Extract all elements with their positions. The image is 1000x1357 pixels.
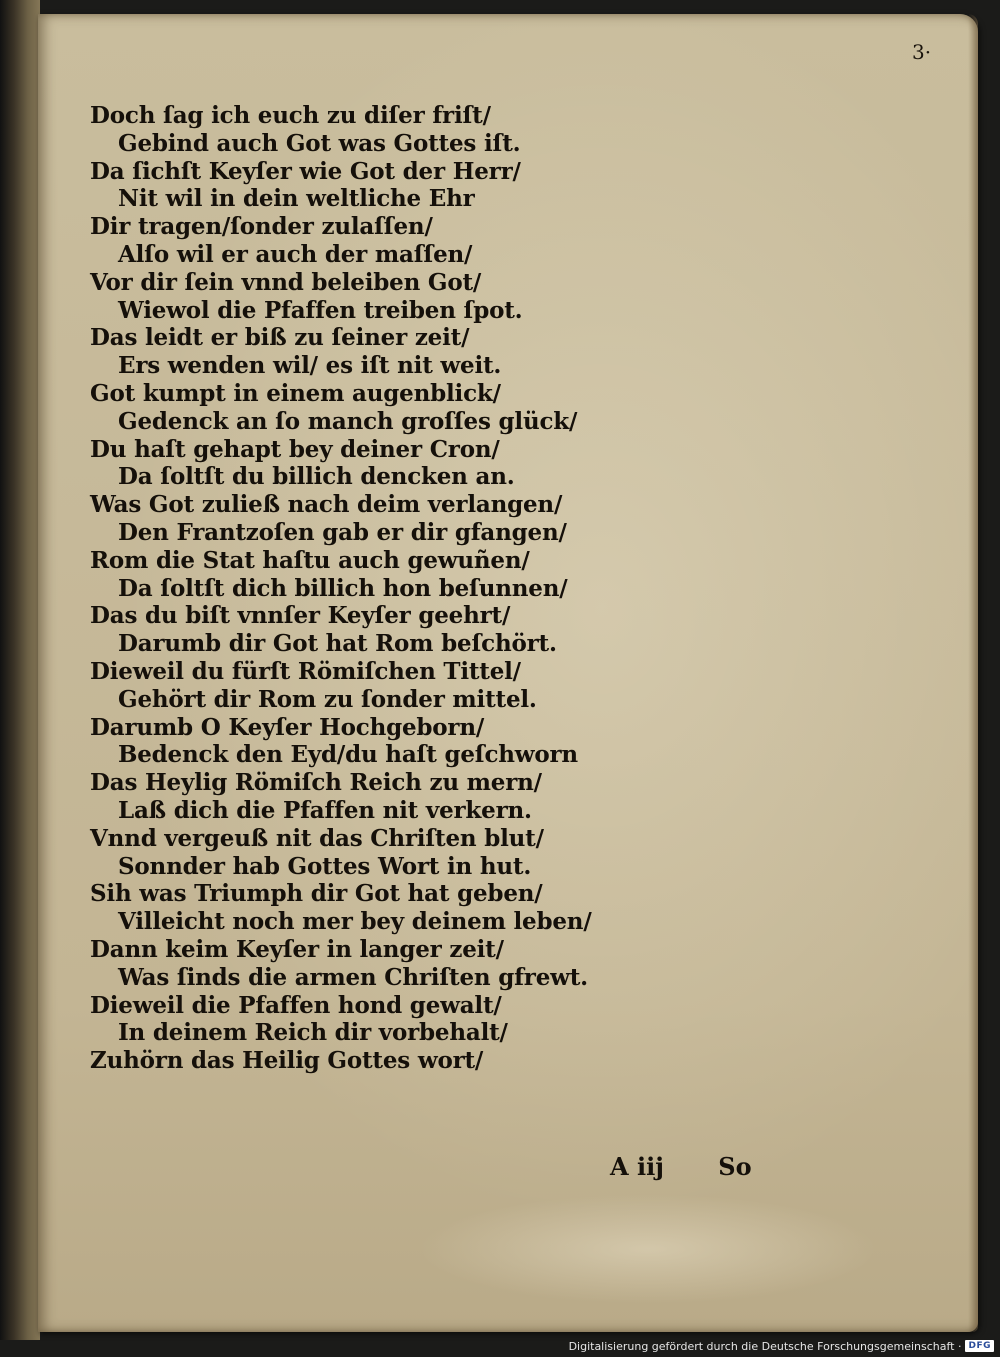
verse-line: Da ſoltſt dich billich hon beſunnen/ <box>118 574 568 602</box>
paper-stain <box>418 1194 878 1304</box>
verse-line: Got kumpt in einem augenblick/ <box>90 379 501 407</box>
verse-line: Gebind auch Got was Gottes iſt. <box>118 129 521 157</box>
verse-line: Nit wil in dein weltliche Ehr <box>118 185 475 213</box>
verse-line: Da ſoltſt du billich dencken an. <box>118 463 515 491</box>
signature-mark: A iij <box>610 1152 664 1181</box>
catchword: So <box>718 1152 752 1181</box>
verse-line: Darumb dir Got hat Rom beſchört. <box>118 630 557 658</box>
verse-line: Vnnd vergeuß nit das Chriſten blut/ <box>90 824 544 852</box>
verse-line: Was Got zuließ nach deim verlangen/ <box>90 491 563 519</box>
dfg-logo: DFG <box>965 1340 994 1352</box>
verse-line: Das leidt er biß zu ſeiner zeit/ <box>90 324 470 352</box>
verse-line: Dieweil die Pfaffen hond gewalt/ <box>90 991 502 1019</box>
verse-line: Darumb O Keyſer Hochgeborn/ <box>90 713 485 741</box>
folio-number: 3· <box>912 40 932 64</box>
verse-line: Laß dich die Pfaffen nit verkern. <box>118 796 532 824</box>
page-edge <box>968 14 978 1332</box>
verse-line: Sonnder hab Gottes Wort in hut. <box>118 852 532 880</box>
scanned-page <box>38 14 978 1332</box>
footer-text: Digitalisierung gefördert durch die Deutsche Forschungsgemeinschaft · <box>568 1339 962 1353</box>
verse-line: Das du biſt vnnſer Keyſer geehrt/ <box>90 602 511 630</box>
verse-line: Gehört dir Rom zu ſonder mittel. <box>118 685 537 713</box>
verse-line: Zuhörn das Heilig Gottes wort/ <box>90 1047 484 1075</box>
catchword-row <box>610 1152 752 1181</box>
verse-line: Alſo wil er auch der maſſen/ <box>118 240 473 268</box>
verse-line: Dieweil du fürſt Römiſchen Tittel/ <box>90 657 521 685</box>
verse-line: Was ſinds die armen Chriſten gfrewt. <box>118 963 588 991</box>
verse-line: Du haſt gehapt bey deiner Cron/ <box>90 435 500 463</box>
verse-line: Ers wenden wil/ es iſt nit weit. <box>118 352 502 380</box>
verse-line: Den Frantzoſen gab er dir gfangen/ <box>118 518 567 546</box>
verse-line: In deinem Reich dir vorbehalt/ <box>118 1019 508 1047</box>
book-spine <box>0 0 40 1340</box>
verse-line: Doch ſag ich euch zu diſer friſt/ <box>90 102 491 129</box>
verse-line: Vor dir ſein vnnd beleiben Got/ <box>90 268 482 296</box>
verse-line: Gedenck an ſo manch groſſes glück/ <box>118 407 578 435</box>
verse-text <box>90 102 592 1075</box>
verse-line: Dann keim Keyſer in langer zeit/ <box>90 935 504 963</box>
verse-line: Wiewol die Pfaffen treiben ſpot. <box>118 296 523 324</box>
verse-line: Das Heylig Römiſch Reich zu mern/ <box>90 769 542 797</box>
footer-credit <box>569 1338 994 1354</box>
verse-line: Dir tragen/ſonder zulaſſen/ <box>90 213 433 241</box>
verse-line: Sih was Triumph dir Got hat geben/ <box>90 880 543 908</box>
verse-line: Villeicht noch mer bey deinem leben/ <box>118 908 592 936</box>
verse-line: Bedenck den Eyd/du haſt geſchworn <box>118 741 578 769</box>
verse-line: Rom die Stat haſtu auch gewuñen/ <box>90 546 530 574</box>
verse-line: Da ſichſt Keyſer wie Got der Herr/ <box>90 157 521 185</box>
